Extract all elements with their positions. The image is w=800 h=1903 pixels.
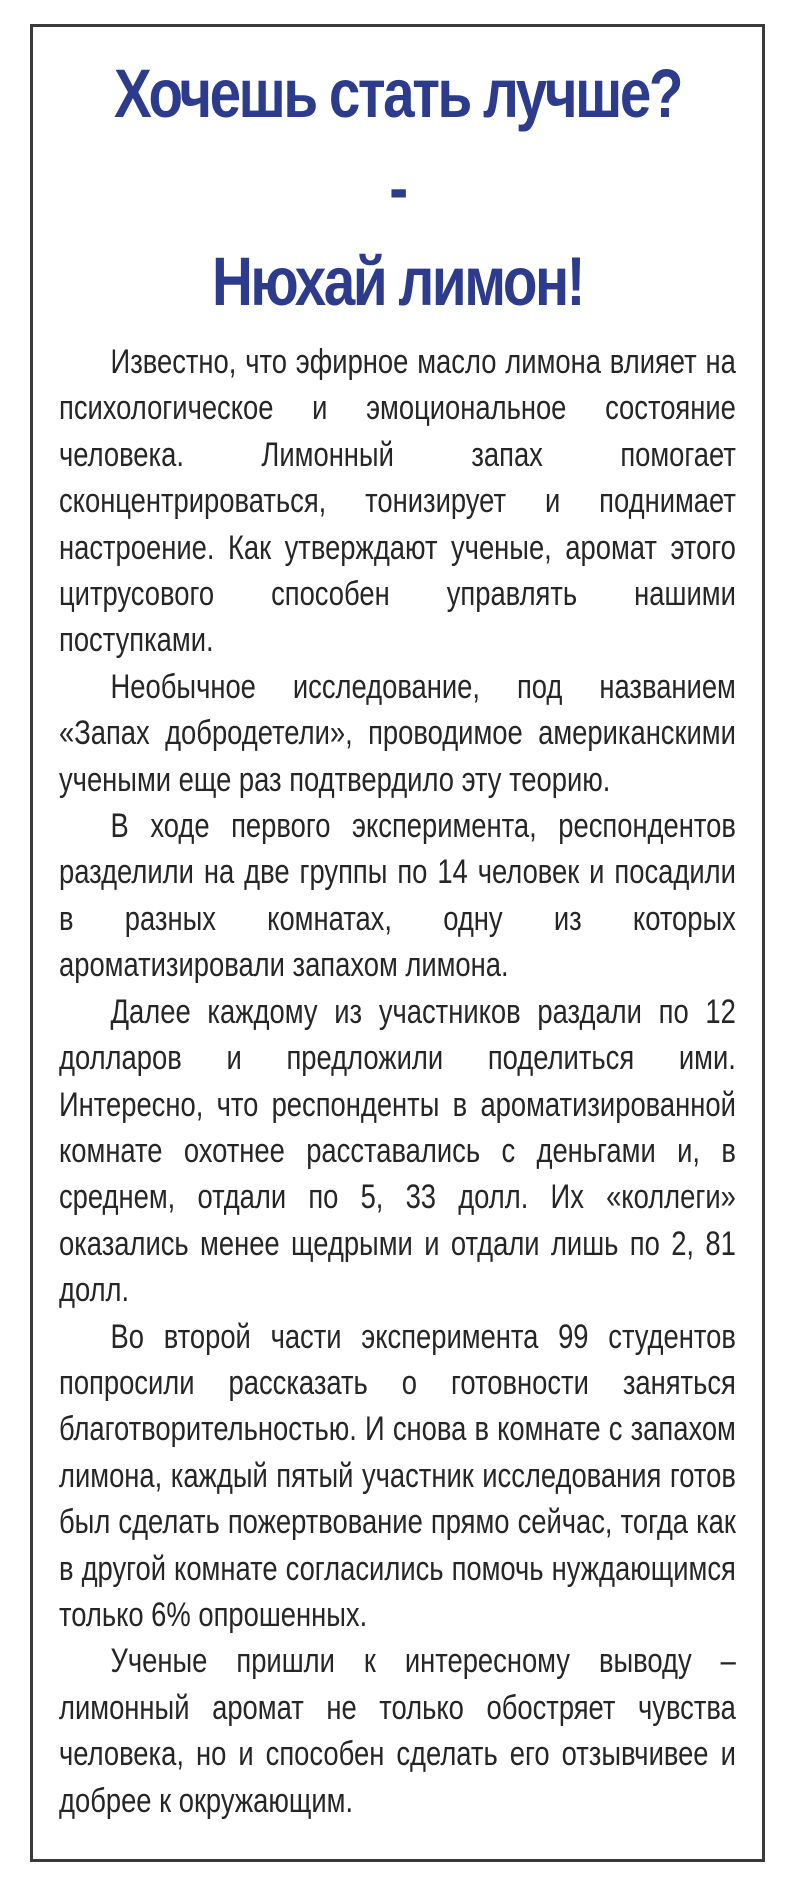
article-body — [59, 339, 736, 1824]
headline-line-1: Хочешь стать лучше? - — [114, 55, 681, 226]
paragraph-experiment-one: В ходе первого эксперимента, респондентов разделили на две группы по 14 человек и посадили в разных комнатах, одну из которых ароматизировали запахом лимона. — [59, 807, 736, 985]
paragraph-money: Далее каждому из участников раздали по 12 долларов и предложили поделиться ими. Интересно, что респонденты в ароматизированной комнате охотнее расставались с деньгами и, в среднем, отдали по 5, 33 долл. Их «коллеги» оказались менее щедрыми и отдали лишь по 2, 81 долл. — [59, 992, 736, 1310]
paragraph-intro: Известно, что эфирное масло лимона влияет на психологическое и эмоциональное состояние человека. Лимонный запах помогает сконцентрироваться, тонизирует и поднимает настроение. Как утверждают ученые, аромат этого цитрусового способен управлять нашими поступками. — [59, 343, 736, 660]
paragraph-study: Необычное исследование, под названием «Запах добродетели», проводимое американскими учеными еще раз подтвердило эту теорию. — [59, 667, 736, 799]
article-frame — [30, 24, 765, 1862]
article-headline — [113, 47, 681, 329]
headline-line-2: Нюхай лимон! — [211, 243, 584, 320]
paragraph-experiment-two: Во второй части эксперимента 99 студентов попросили рассказать о готовности заняться благотворительностью. И снова в комнате с запахом лимона, каждый пятый участник исследования готов был сделать пожертвование прямо сейчас, тогда как в другой комнате согласились помочь нуждающимся только 6% опрошенных. — [59, 1317, 736, 1634]
paragraph-conclusion: Ученые пришли к интересному выводу – лимонный аромат не только обостряет чувства человека, но и способен сделать его отзывчивее и добрее к окружающим. — [59, 1642, 736, 1820]
